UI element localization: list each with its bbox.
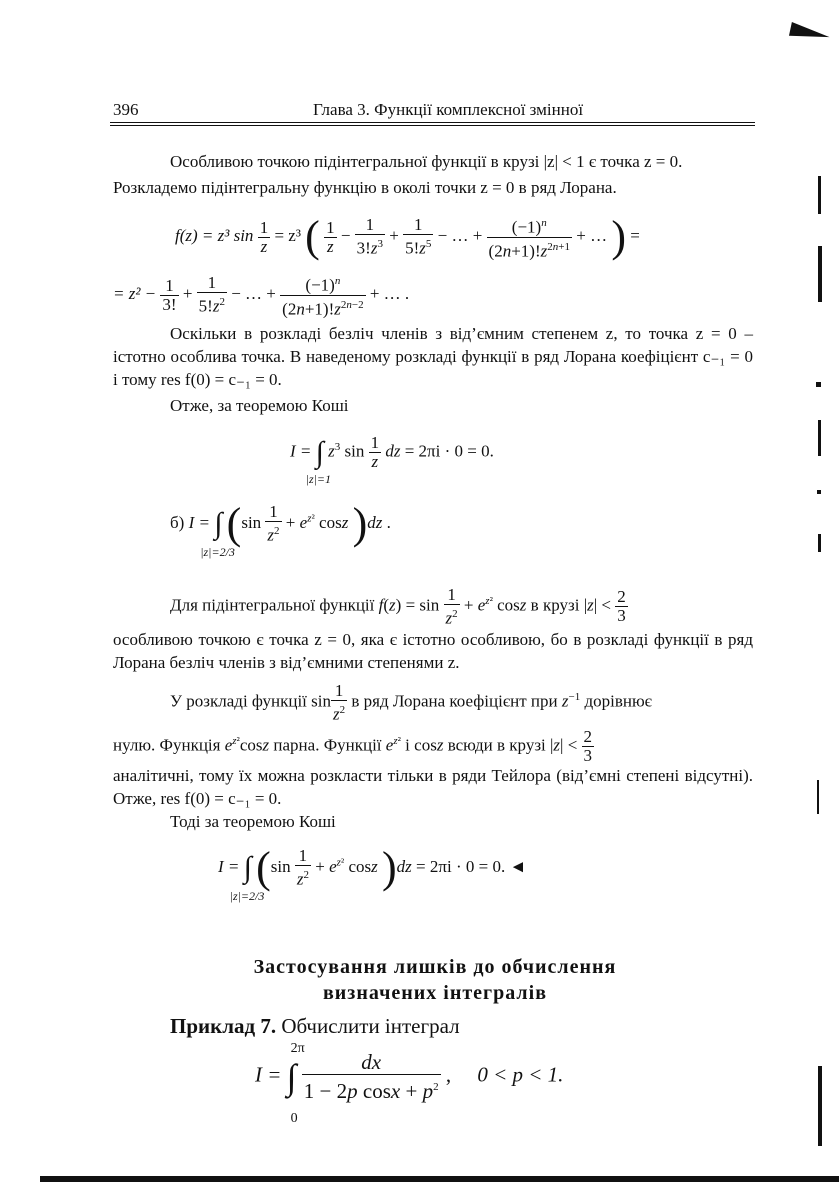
term-2: $\frac{1}{3!z^3}$ xyxy=(356,215,383,258)
integral-sign-4: ∫ 2π 0 xyxy=(286,1040,305,1126)
paragraph-7-mid: парна. Функції xyxy=(273,735,382,755)
paragraph-3: Отже, за теоремою Коші xyxy=(170,396,349,415)
integral-1-fraction: $\frac{1}{z}$ xyxy=(370,433,380,471)
integral-2-limit: |z|=2/3 xyxy=(200,545,235,559)
header-rule xyxy=(110,122,755,123)
header-rule-thin xyxy=(110,125,755,126)
paragraph-4-prefix: Для підінтегральної функції xyxy=(170,595,375,615)
integral-sign-1: ∫ |z|=1 xyxy=(305,435,332,486)
part-b-fraction: $\frac{1}{z^2}$ xyxy=(267,502,280,545)
paragraph-4: Для підінтегральної функції f(z) = sin $\frac{1}{z^2}$ + $e^{z^2}$ cosz в крузі |z| < $\frac{2}{3}$ xyxy=(170,585,626,628)
paragraph-5: особливою точкою є точка z = 0, яка є істотно особливою, бо в розкладі функції в ряд Лорана безліч членів з від’ємними степенями z. xyxy=(113,630,753,672)
formula-eq: = z³ xyxy=(274,226,301,246)
margin-mark-8 xyxy=(818,1066,822,1146)
integral-3-lhs: I = xyxy=(218,856,240,876)
paragraph-6-end: дорівнює xyxy=(584,691,652,711)
section-title-line-2: визначених інтегралів xyxy=(322,982,548,1004)
part-b-integral: б) I = ∫ |z|=2/3 (sin $\frac{1}{z^2}$ + $e^{z^2}$ cosz )dz . xyxy=(170,499,391,559)
integral-3-rhs: = 2πi · 0 = 0. ◄ xyxy=(416,856,527,876)
paragraph-1-line-1: Особливою точкою підінтегральної функції в крузі |z| < 1 є точка z = 0. xyxy=(170,152,683,171)
paragraph-7: нулю. Функція $e^{z^2}\cos z$ парна. Функції $e^{z^2}$ і cosz всюди в крузі |z| < $\frac{2}{3}$ xyxy=(113,727,593,765)
paragraph-7-suffix: всюди в крузі xyxy=(447,735,546,755)
part-b-label: б) xyxy=(170,512,185,532)
paragraph-7-and: і xyxy=(405,735,410,755)
example-text: Обчислити інтеграл xyxy=(281,1014,460,1038)
laurent-series-formula-line-2: = z² − $\frac{1}{3!}$ + $\frac{1}{5!z^2}$ − … + $\frac{(-1)^n}{(2n+1)!z^{2n-2}}$ + … . xyxy=(113,273,410,319)
section-title-line-1: Застосування лишків до обчислення xyxy=(253,956,617,978)
scan-bottom-rule xyxy=(40,1176,839,1182)
margin-mark-4 xyxy=(818,420,821,456)
integral-sign-3: ∫ |z|=2/3 xyxy=(229,851,265,903)
term-3: $\frac{1}{5!z^5}$ xyxy=(405,215,432,258)
term-general: $\frac{(-1)^n}{(2n+1)!z^{2n+1}}$ xyxy=(487,214,572,260)
fraction-1-over-z: $\frac{1}{z}$ xyxy=(259,217,269,256)
paragraph-4-fraction: $\frac{1}{z^2}$ xyxy=(445,585,458,628)
paragraph-2: Оскільки в розкладі безліч членів з від’ємним степенем z, то точка z = 0 – істотно особлива точка. В наведеному розкладі функції в ряд Лорана коефіцієнт c₋₁ = 0 і тому res f(0) = c₋₁ = 0. xyxy=(113,324,753,389)
example-integral-condition: 0 < p < 1. xyxy=(477,1062,564,1087)
example-heading xyxy=(170,1014,460,1039)
laurent-series-formula-line-1: f(z) = z³ sin $\frac{1}{z}$ = z³ ( $\frac{1}{z}$ − $\frac{1}{3!z^3}$ + $\frac{1}{5!z^5}$ − … + $\frac{(-1)^n}{(2n+1)!z^{2n+1}}$ + … ) = xyxy=(175,212,640,262)
margin-mark-3 xyxy=(816,382,821,387)
paragraph-6-fraction: $\frac{1}{z^2}$ xyxy=(333,681,346,724)
scan-corner-mark xyxy=(789,22,831,44)
term-a: $\frac{1}{3!}$ xyxy=(162,275,177,314)
paragraph-6-prefix: У розкладі функції xyxy=(170,691,307,711)
cauchy-integral-2: I = ∫ |z|=2/3 (sin $\frac{1}{z^2}$ + $e^{z^2}$ cosz )dz = 2πi · 0 = 0. ◄ xyxy=(218,843,527,903)
two-thirds-2: $\frac{2}{3}$ xyxy=(583,727,593,765)
margin-mark-5 xyxy=(817,490,821,494)
term-c: $\frac{(-1)^n}{(2n+1)!z^{2n-2}}$ xyxy=(280,272,365,318)
margin-mark-1 xyxy=(818,176,821,214)
paragraph-4-suffix: в крузі xyxy=(530,595,580,615)
integral-1-limit: |z|=1 xyxy=(305,471,332,486)
term-1: $\frac{1}{z}$ xyxy=(326,217,335,256)
example-integral-lhs: I = xyxy=(255,1062,282,1087)
example-label: Приклад 7. xyxy=(170,1014,277,1038)
part-b-lhs: I = xyxy=(188,512,210,532)
term-b: $\frac{1}{5!z^2}$ xyxy=(198,273,225,316)
integral-1-lhs: I = xyxy=(290,441,312,461)
running-header xyxy=(113,100,753,124)
paragraph-8: аналітичні, тому їх можна розкласти тільки в ряди Тейлора (від’ємні степені відсутні). Отже, res f(0) = c₋₁ = 0. xyxy=(113,766,753,808)
paragraph-6-suffix: в ряд Лорана коефіцієнт при xyxy=(351,691,558,711)
integral-sign-2: ∫ |z|=2/3 xyxy=(200,507,235,559)
paragraph-9: Тоді за теоремою Коші xyxy=(170,812,336,831)
margin-mark-6 xyxy=(818,534,821,552)
paragraph-6: У розкладі функції sin $\frac{1}{z^2}$ в ряд Лорана коефіцієнт при $z^{-1}$ дорівнює xyxy=(170,681,652,724)
page-number: 396 xyxy=(113,100,139,119)
margin-mark-7 xyxy=(817,780,819,814)
integral-1-rhs: = 2πi · 0 = 0. xyxy=(404,441,494,461)
formula-lhs: f(z) = z³ sin xyxy=(175,226,254,246)
series-line2-start: = z² − xyxy=(113,284,157,304)
paragraph-7-prefix: нулю. Функція xyxy=(113,735,221,755)
margin-mark-2 xyxy=(818,246,822,302)
example-integral-fraction: $\frac{dx}{1 - 2p \cos x + p^2}$ xyxy=(303,1050,439,1103)
example-integral: I = ∫ 2π 0 $\frac{dx}{1 - 2p \cos x + p^2}$ , 0 < p < 1. xyxy=(255,1040,564,1126)
integral-3-fraction: $\frac{1}{z^2}$ xyxy=(296,846,309,889)
integral-3-limit: |z|=2/3 xyxy=(229,889,265,903)
paragraph-1-line-2: Розкладемо підінтегральну функцію в околі точки z = 0 в ряд Лорана. xyxy=(113,178,617,197)
cauchy-integral-1: I = ∫ |z|=1 $z^3$ sin $\frac{1}{z}$ dz = 2πi · 0 = 0. xyxy=(290,433,494,486)
two-thirds-1: $\frac{2}{3}$ xyxy=(617,587,626,626)
chapter-title: Глава 3. Функції комплексної змінної xyxy=(313,100,584,119)
